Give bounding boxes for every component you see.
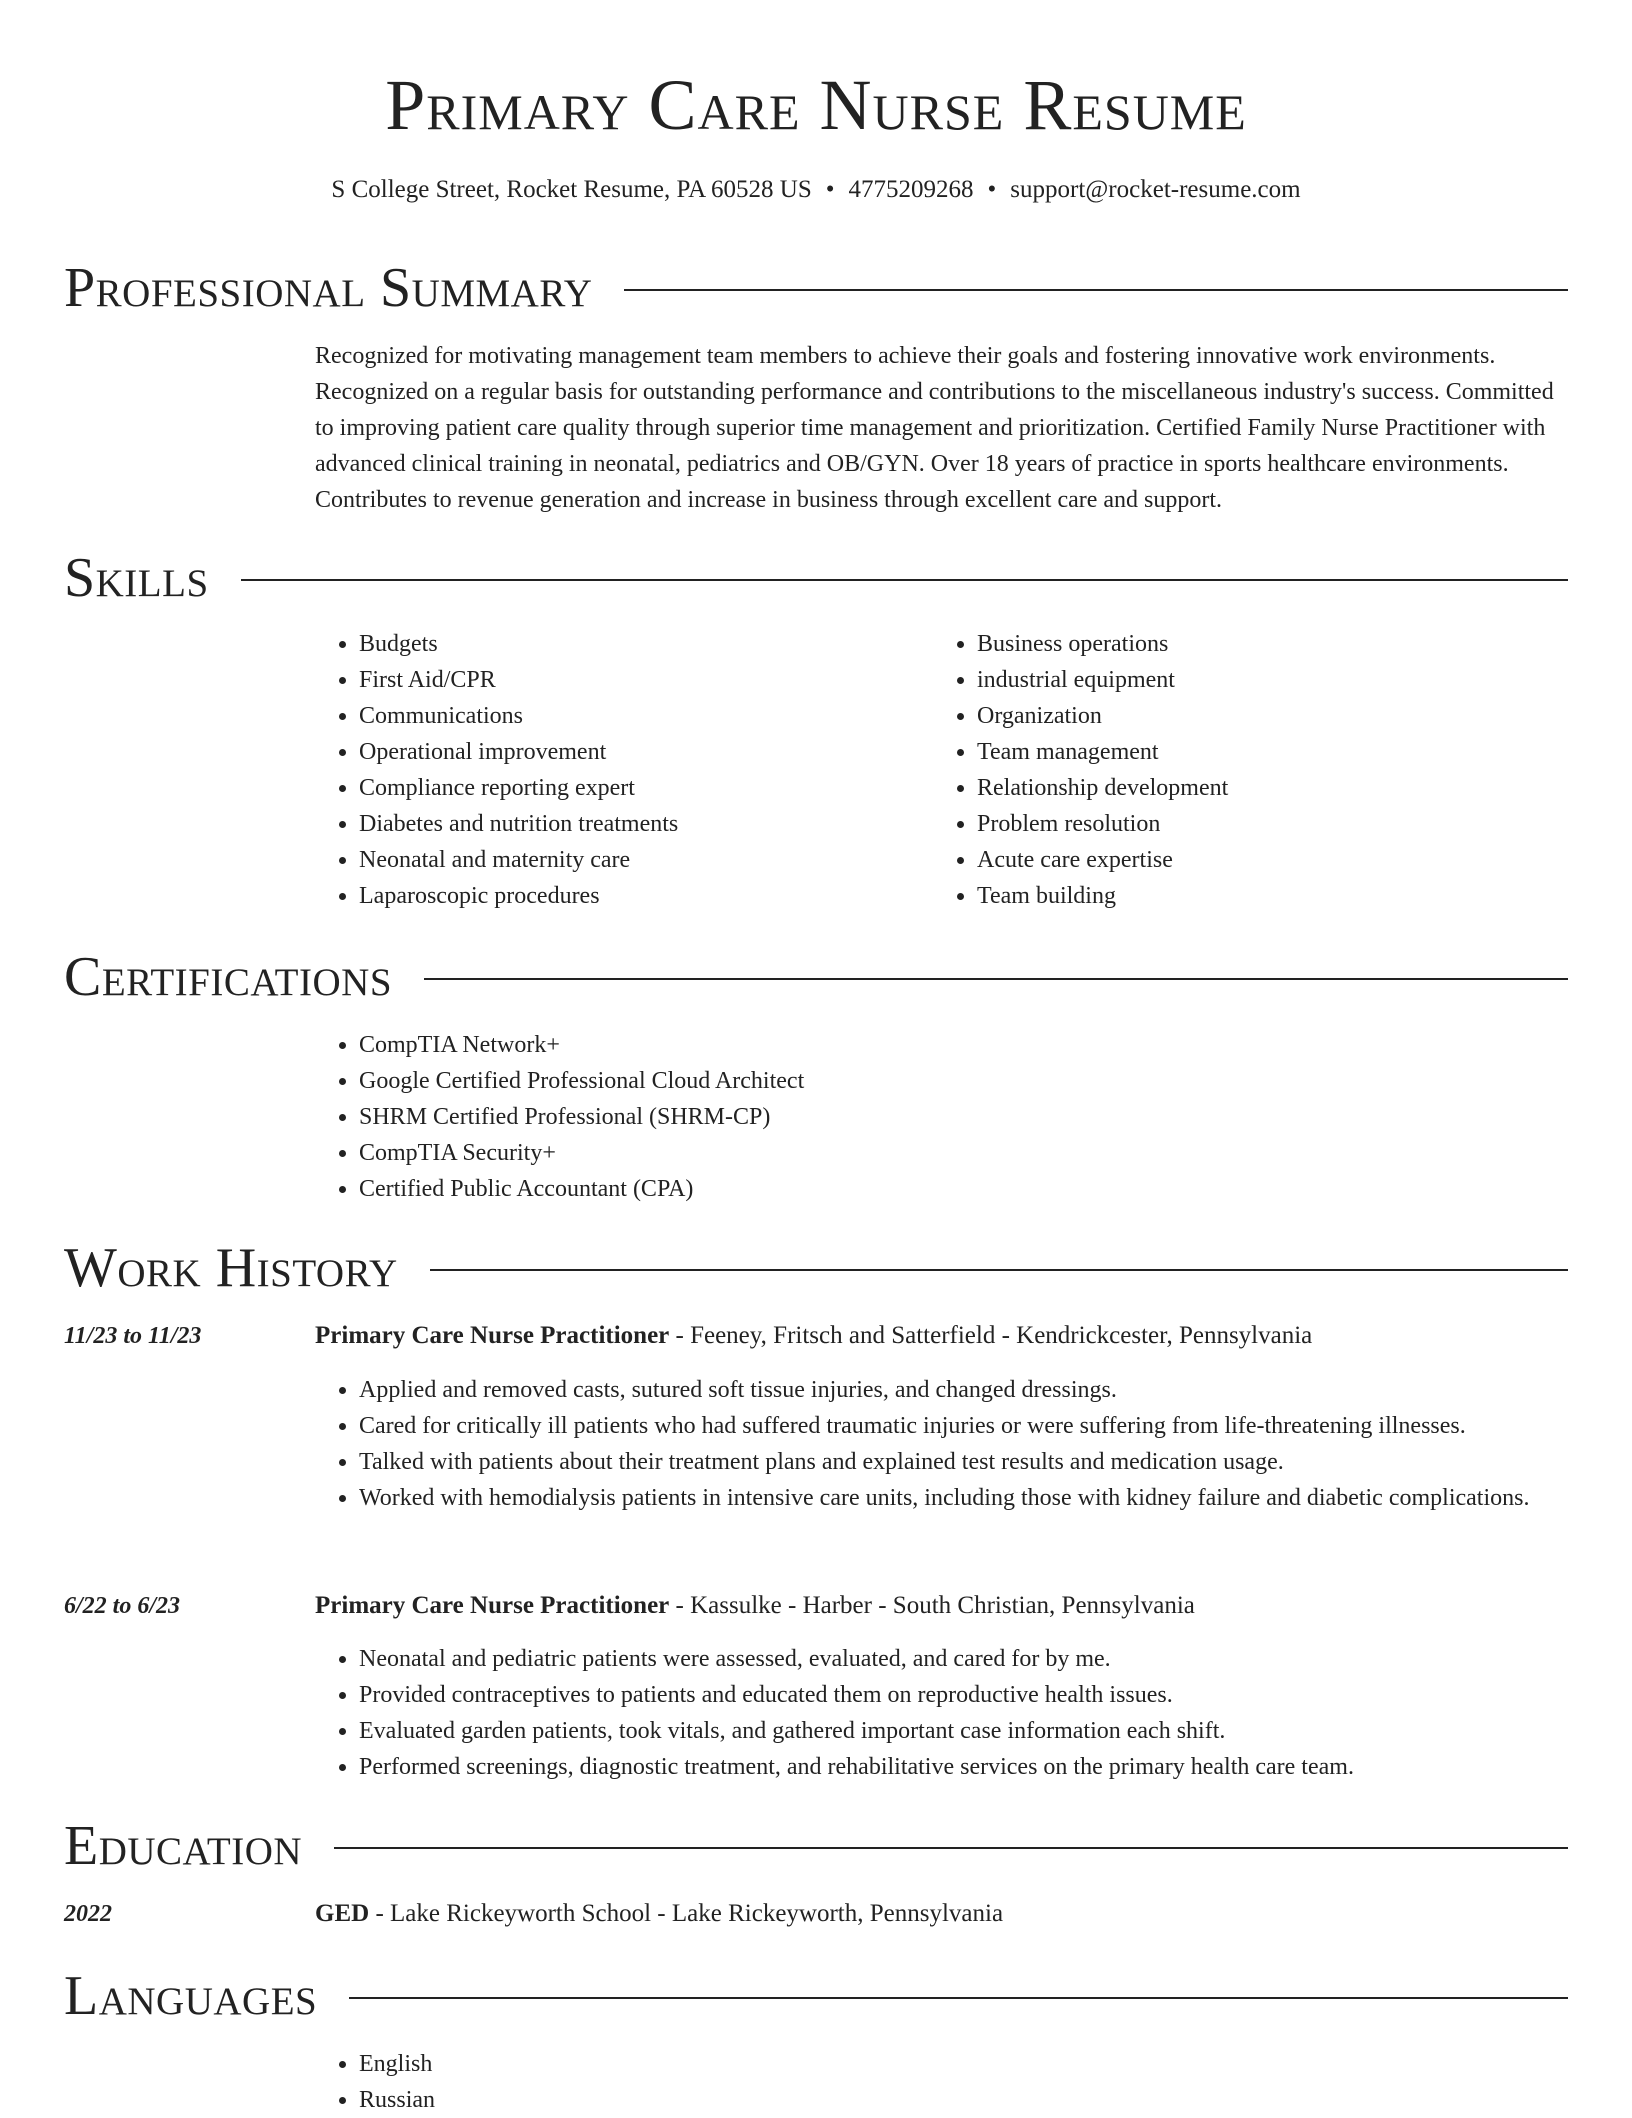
job-duty-item: • Cared for critically ill patients who had suffered traumatic injuries or were suffering from life-threatening illnesses. <box>359 1408 1568 1444</box>
job-employer: - Feeney, Fritsch and Satterfield - Kendrickcester, Pennsylvania <box>669 1322 1313 1349</box>
language-item: • English <box>359 2046 1568 2082</box>
section-divider <box>430 1269 1568 1271</box>
job-heading <box>315 1318 1568 1354</box>
skill-item: • Team management <box>977 734 1551 770</box>
job-duty-item: • Applied and removed casts, sutured soft tissue injuries, and changed dressings. <box>359 1372 1568 1408</box>
contact-address: S College Street, Rocket Resume, PA 60528 US <box>331 176 812 203</box>
job-dates: 11/23 to 11/23 <box>64 1323 202 1349</box>
skill-item: • Team building <box>977 878 1551 914</box>
section-title: Languages <box>64 1965 318 2027</box>
education-heading <box>315 1896 1568 1932</box>
contact-separator: • <box>987 176 997 203</box>
skill-item-list <box>315 626 933 914</box>
section-skills <box>64 543 1568 613</box>
certification-item: • Google Certified Professional Cloud Architect <box>359 1063 1568 1099</box>
job-duty-item-list <box>315 1372 1568 1516</box>
section-title: Professional Summary <box>64 257 593 319</box>
education-school: - Lake Rickeyworth School - Lake Rickeyworth, Pennsylvania <box>369 1900 1004 1927</box>
section-title: Skills <box>64 547 209 609</box>
skill-item: • Compliance reporting expert <box>359 770 933 806</box>
job-duties <box>315 1372 1568 1516</box>
contact-separator: • <box>825 176 835 203</box>
section-divider <box>241 579 1568 581</box>
job-duty-item: • Neonatal and pediatric patients were assessed, evaluated, and cared for by me. <box>359 1641 1568 1677</box>
job-duty-item: • Evaluated garden patients, took vitals, and gathered important case information each shift. <box>359 1713 1568 1749</box>
contact-phone: 4775209268 <box>848 176 974 203</box>
language-item-list <box>315 2046 1568 2118</box>
job-duty-item: • Talked with patients about their treatment plans and explained test results and medication usage. <box>359 1444 1568 1480</box>
languages-list <box>315 2046 1568 2118</box>
skills-list <box>315 626 1568 914</box>
section-divider <box>424 978 1568 980</box>
certification-item-list <box>315 1027 1568 1207</box>
skill-item-list <box>933 626 1551 914</box>
skill-item: • industrial equipment <box>977 662 1551 698</box>
skill-item: • Organization <box>977 698 1551 734</box>
section-education <box>64 1811 1568 1881</box>
section-divider <box>334 1847 1568 1849</box>
section-title: Education <box>64 1815 303 1877</box>
skill-item: • Acute care expertise <box>977 842 1551 878</box>
job-duty-item: • Performed screenings, diagnostic treatment, and rehabilitative services on the primary health care team. <box>359 1749 1568 1785</box>
job-duty-item: • Provided contraceptives to patients and educated them on reproductive health issues. <box>359 1677 1568 1713</box>
skill-item: • Business operations <box>977 626 1551 662</box>
job-title: Primary Care Nurse Practitioner <box>315 1322 670 1349</box>
certification-item: • SHRM Certified Professional (SHRM-CP) <box>359 1099 1568 1135</box>
section-divider <box>624 289 1568 291</box>
skill-item: • Operational improvement <box>359 734 933 770</box>
job-heading <box>315 1588 1568 1624</box>
section-certifications <box>64 942 1568 1012</box>
job-duties <box>315 1641 1568 1785</box>
skills-column-left <box>315 626 933 914</box>
job-employer: - Kassulke - Harber - South Christian, Pennsylvania <box>669 1592 1195 1619</box>
certification-item: • Certified Public Accountant (CPA) <box>359 1171 1568 1207</box>
skill-item: • Budgets <box>359 626 933 662</box>
section-title: Work History <box>64 1237 398 1299</box>
section-divider <box>349 1997 1568 1999</box>
certification-item: • CompTIA Security+ <box>359 1135 1568 1171</box>
summary-text: Recognized for motivating management team members to achieve their goals and fostering innovative work environments. Recognized on a regular basis for outstanding performance and contributions to the miscellaneous industry's success. Committed to improving patient care quality through superior time management and prioritization. Certified Family Nurse Practitioner with advanced clinical training in neonatal, pediatrics and OB/GYN. Over 18 years of practice in sports healthcare environments. Contributes to revenue generation and increase in business through excellent care and support. <box>315 343 1554 513</box>
section-languages <box>64 1961 1568 2031</box>
skill-item: • First Aid/CPR <box>359 662 933 698</box>
certification-item: • CompTIA Network+ <box>359 1027 1568 1063</box>
contact-line <box>0 172 1632 208</box>
job-duty-item: • Worked with hemodialysis patients in intensive care units, including those with kidney failure and diabetic complications. <box>359 1480 1568 1516</box>
job-duty-item-list <box>315 1641 1568 1785</box>
education-degree: GED <box>315 1900 370 1927</box>
skill-item: • Diabetes and nutrition treatments <box>359 806 933 842</box>
contact-email: support@rocket-resume.com <box>1010 176 1301 203</box>
skill-item: • Relationship development <box>977 770 1551 806</box>
skill-item: • Problem resolution <box>977 806 1551 842</box>
certifications-list <box>315 1027 1568 1207</box>
skills-column-right <box>933 626 1551 914</box>
job-dates: 6/22 to 6/23 <box>64 1593 181 1619</box>
resume-name: Primary Care Nurse Resume <box>385 65 1247 145</box>
skill-item: • Laparoscopic procedures <box>359 878 933 914</box>
education-year: 2022 <box>64 1901 112 1927</box>
section-title: Certifications <box>64 946 393 1008</box>
section-professional-summary <box>64 253 1568 323</box>
language-item: • Russian <box>359 2082 1568 2118</box>
skill-item: • Neonatal and maternity care <box>359 842 933 878</box>
section-work-history <box>64 1233 1568 1303</box>
job-title: Primary Care Nurse Practitioner <box>315 1592 670 1619</box>
skill-item: • Communications <box>359 698 933 734</box>
